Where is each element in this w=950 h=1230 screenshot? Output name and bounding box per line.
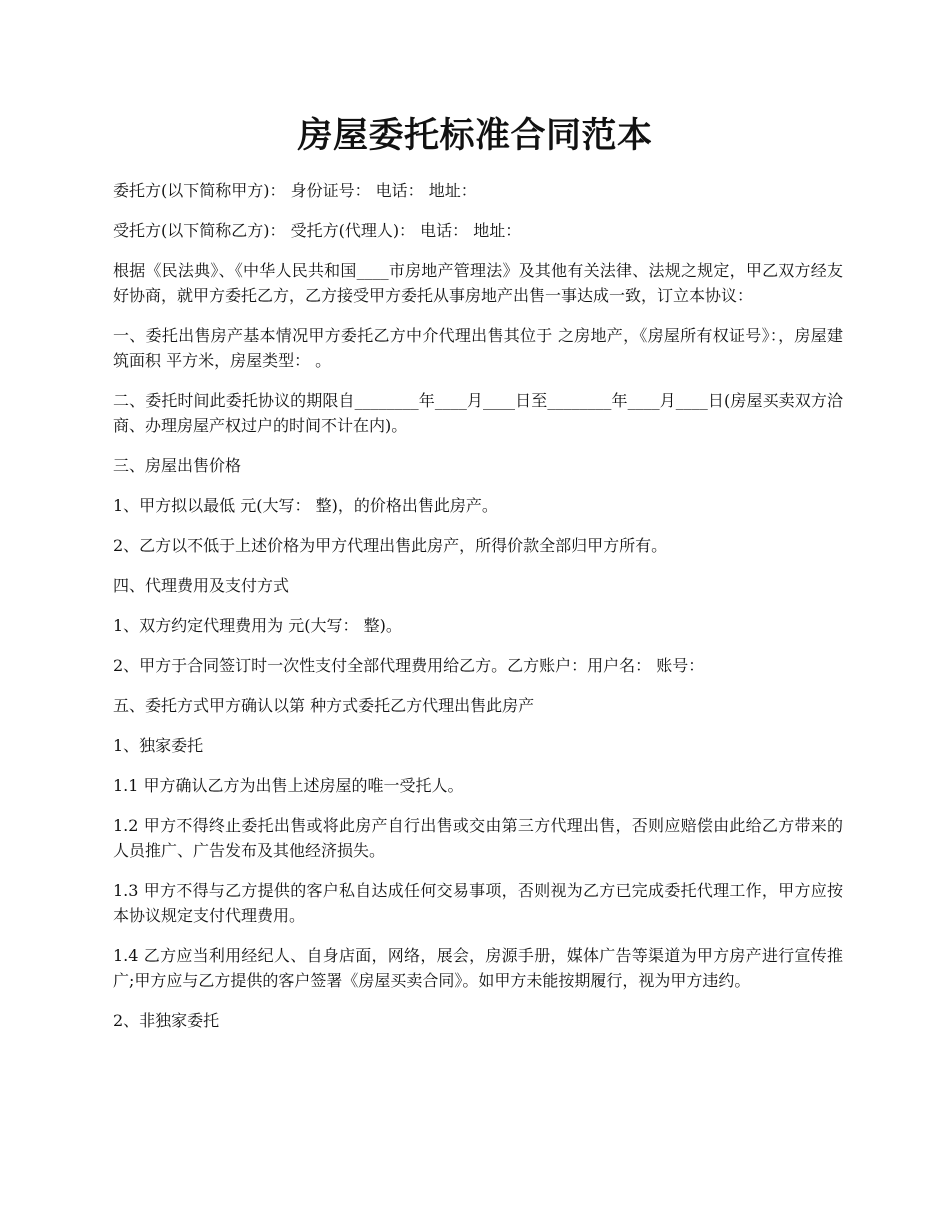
section-1-property-info: 一、委托出售房产基本情况甲方委托乙方中介代理出售其位于 之房地产，《房屋所有权证号》：，房屋建筑面积 平方米，房屋类型： 。 [113,326,843,370]
section-5-item-2-heading: 2、非独家委托 [113,1011,220,1030]
party-b-line: 受托方(以下简称乙方)： 受托方(代理人)： 电话： 地址： [113,221,522,240]
document-title: 房屋委托标准合同范本 [297,115,653,156]
clause-1-2: 1.2 甲方不得终止委托出售或将此房产自行出售或交由第三方代理出售，否则应赔偿由此给乙方带来的人员推广、广告发布及其他经济损失。 [113,816,843,860]
section-3-item-1: 1、甲方拟以最低 元(大写： 整)，的价格出售此房产。 [113,496,498,515]
document-body [113,178,843,1048]
clause-1-3: 1.3 甲方不得与乙方提供的客户私自达成任何交易事项，否则视为乙方已完成委托代理工作，甲方应按本协议规定支付代理费用。 [113,881,843,925]
party-a-line: 委托方(以下简称甲方)： 身份证号： 电话： 地址： [113,181,477,200]
section-2-term: 二、委托时间此委托协议的期限自________年____月____日至________年____月____日(房屋买卖双方洽商、办理房屋产权过户的时间不计在内)。 [113,391,843,435]
section-4-item-2: 2、甲方于合同签订时一次性支付全部代理费用给乙方。乙方账户：用户名： 账号： [113,656,705,675]
section-5-item-1-heading: 1、独家委托 [113,736,204,755]
section-4-heading: 四、代理费用及支付方式 [113,576,290,595]
section-3-item-2: 2、乙方以不低于上述价格为甲方代理出售此房产，所得价款全部归甲方所有。 [113,536,668,555]
clause-1-1: 1.1 甲方确认乙方为出售上述房屋的唯一受托人。 [113,776,464,795]
section-3-heading: 三、房屋出售价格 [113,456,242,475]
preamble-paragraph: 根据《民法典》、《中华人民共和国____市房地产管理法》及其他有关法律、法规之规定，甲乙双方经友好协商，就甲方委托乙方，乙方接受甲方委托从事房地产出售一事达成一致，订立本协议： [113,261,843,305]
clause-1-4: 1.4 乙方应当利用经纪人、自身店面，网络，展会，房源手册，媒体广告等渠道为甲方房产进行宣传推广;甲方应与乙方提供的客户签署《房屋买卖合同》。如甲方未能按期履行，视为甲方违约。 [113,946,843,990]
section-5-heading: 五、委托方式甲方确认以第 种方式委托乙方代理出售此房产 [113,696,535,715]
section-4-item-1: 1、双方约定代理费用为 元(大写： 整)。 [113,616,402,635]
